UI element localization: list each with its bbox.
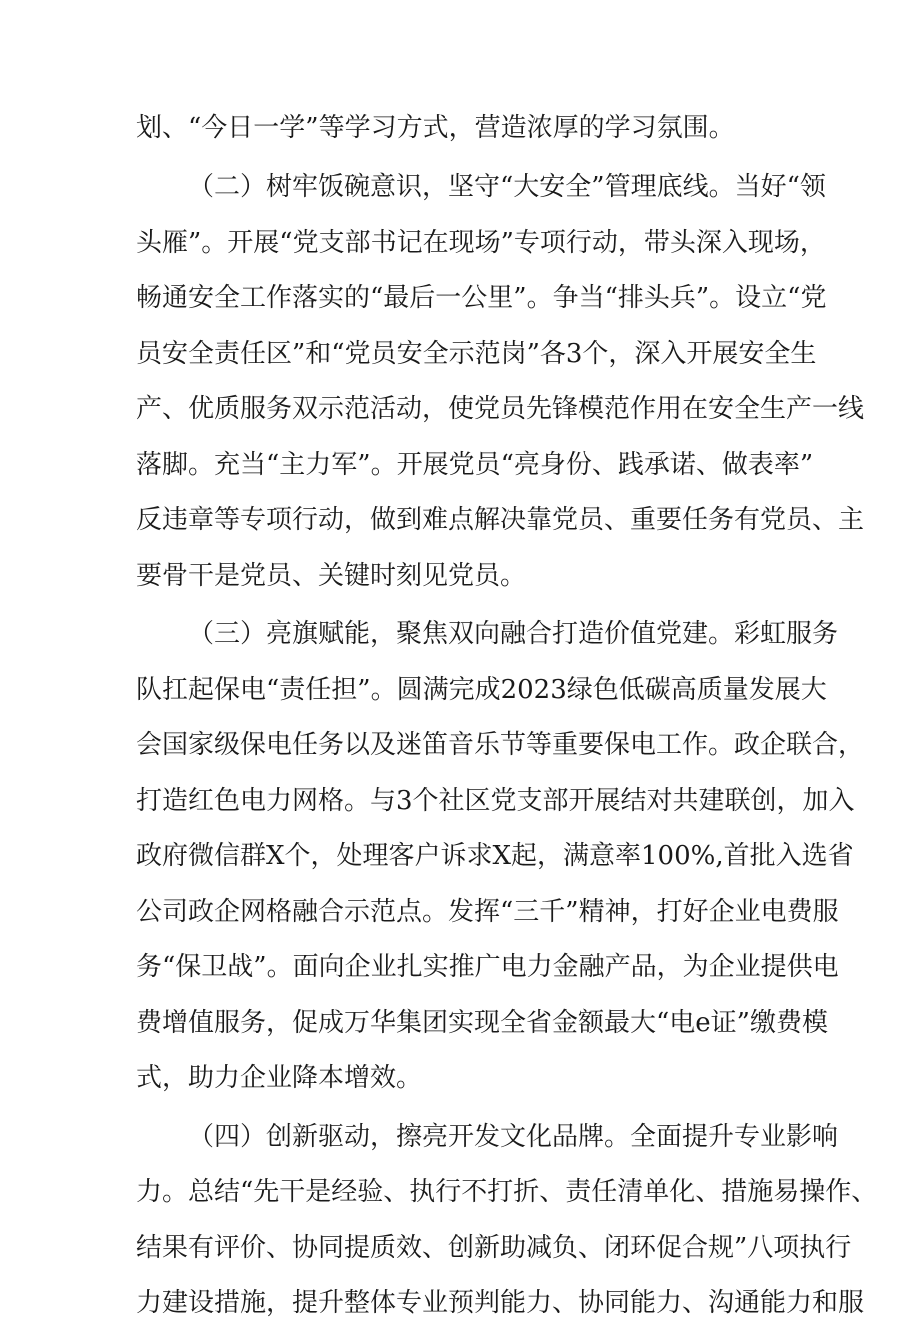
paragraph-line: 头雁”。开展“党支部书记在现场”专项行动，带头深入现场， — [136, 228, 826, 258]
paragraph-line: 打造红色电力网格。与3个社区党支部开展结对共建联创，加入 — [136, 786, 855, 816]
paragraph-line: 反违章等专项行动，做到难点解决靠党员、重要任务有党员、主 — [136, 505, 865, 535]
paragraph-line: 要骨干是党员、关键时刻见党员。 — [136, 561, 527, 591]
paragraph-line: 落脚。充当“主力军”。开展党员“亮身份、践承诺、做表率” — [136, 450, 814, 480]
paragraph-line: 政府微信群X个，处理客户诉求X起，满意率100%,首批入选省 — [136, 841, 854, 871]
paragraph-line: 公司政企网格融合示范点。发挥“三千”精神，打好企业电费服 — [136, 897, 839, 927]
paragraph-line: 划、“今日一学”等学习方式，营造浓厚的学习氛围。 — [136, 113, 735, 143]
paragraph-line: 队扛起保电“责任担”。圆满完成2023绿色低碳高质量发展大 — [136, 675, 827, 705]
paragraph-line: 会国家级保电任务以及迷笛音乐节等重要保电工作。政企联合， — [136, 730, 865, 760]
paragraph-line: 务“保卫战”。面向企业扎实推广电力金融产品，为企业提供电 — [136, 952, 839, 982]
paragraph-line: （四）创新驱动，擦亮开发文化品牌。全面提升专业影响 — [188, 1122, 839, 1152]
paragraph-line: 结果有评价、协同提质效、创新助减负、闭环促合规”八项执行 — [136, 1233, 852, 1263]
paragraph-line: 产、优质服务双示范活动，使党员先锋模范作用在安全生产一线 — [136, 394, 865, 424]
paragraph-line: 式，助力企业降本增效。 — [136, 1063, 423, 1093]
paragraph-line: 费增值服务，促成万华集团实现全省金额最大“电e证”缴费模 — [136, 1008, 828, 1038]
paragraph-line: （二）树牢饭碗意识，坚守“大安全”管理底线。当好“领 — [188, 172, 826, 202]
paragraph-line: （三）亮旗赋能，聚焦双向融合打造价值党建。彩虹服务 — [188, 619, 839, 649]
paragraph-line: 畅通安全工作落实的“最后一公里”。争当“排头兵”。设立“党 — [136, 283, 827, 313]
paragraph-line: 员安全责任区”和“党员安全示范岗”各3个，深入开展安全生 — [136, 339, 817, 369]
paragraph-line: 力。总结“先干是经验、执行不打折、责任清单化、措施易操作、 — [136, 1177, 878, 1207]
paragraph-line: 力建设措施，提升整体专业预判能力、协同能力、沟通能力和服 — [136, 1288, 865, 1318]
